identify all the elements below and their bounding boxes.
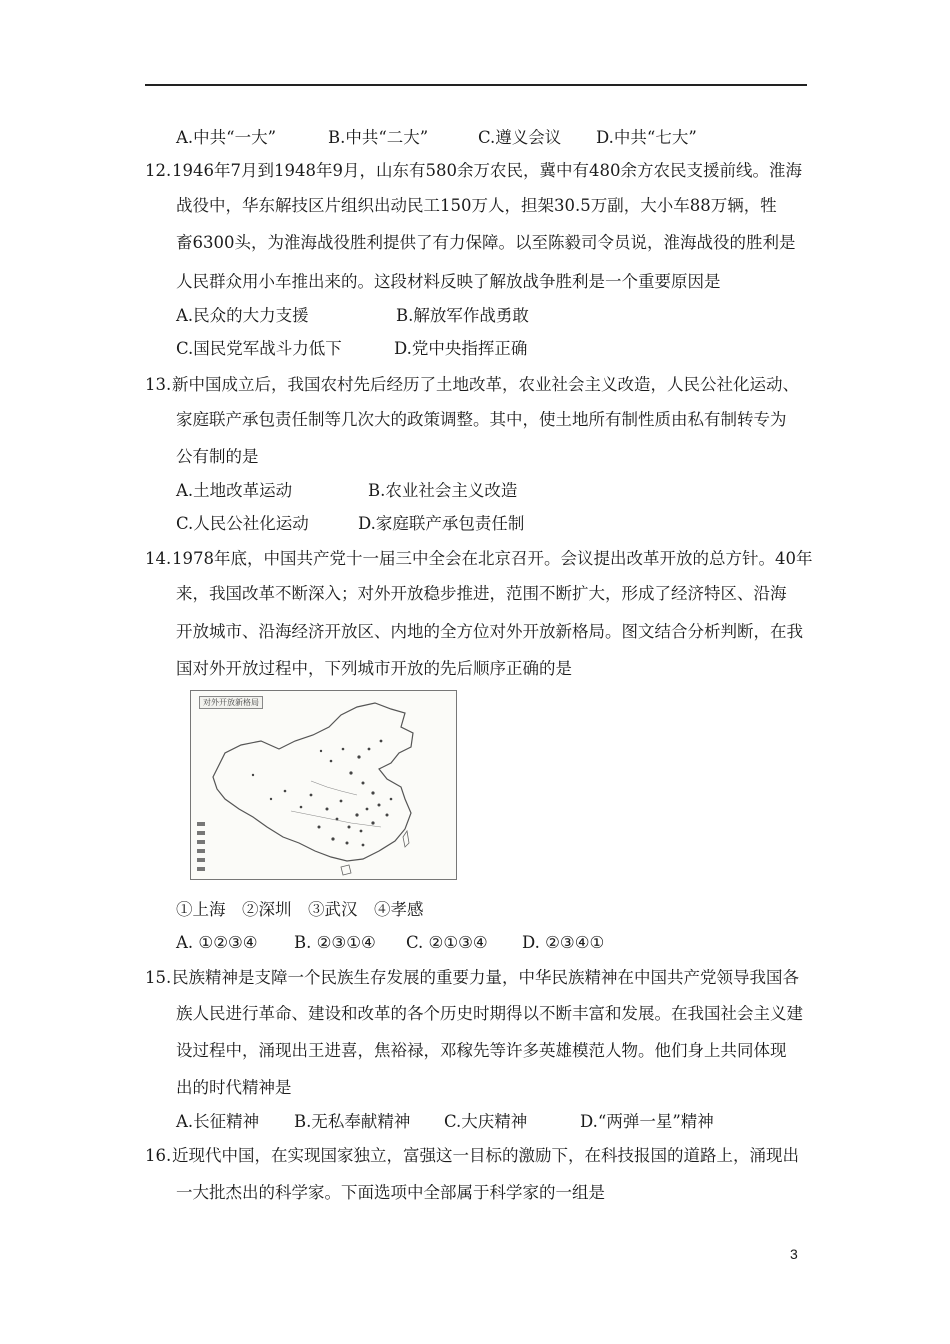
q12-stem-line: 1946年7月到1948年9月，山东有580余万农民，冀中有480余方农民支援前线。淮海 bbox=[172, 161, 802, 180]
q16-stem-line: 近现代中国，在实现国家独立，富强这一目标的激励下，在科技报国的道路上，涌现出 bbox=[172, 1146, 799, 1165]
q12-stem-line: 战役中，华东解技区片组织出动民工150万人，担架30.5万副，大小车88万辆，牲 bbox=[176, 196, 777, 215]
q12-number: 12. bbox=[145, 161, 172, 180]
q15-stem-line: 出的时代精神是 bbox=[176, 1078, 292, 1097]
q13-option-a: A.土地改革运动 bbox=[176, 481, 293, 500]
q15-stem-line: 民族精神是支障一个民族生存发展的重要力量，中华民族精神在中国共产党领导我国各 bbox=[172, 968, 799, 987]
q14-number: 14. bbox=[145, 549, 172, 568]
q13-stem-line: 新中国成立后，我国农村先后经历了土地改革，农业社会主义改造，人民公社化运动、 bbox=[172, 375, 799, 394]
q13-stem-line: 家庭联产承包责任制等几次大的政策调整。其中，使土地所有制性质由私有制转专为 bbox=[176, 410, 787, 429]
opening-up-map-figure bbox=[190, 690, 457, 880]
q16-stem-line: 一大批杰出的科学家。下面选项中全部属于科学家的一组是 bbox=[176, 1183, 605, 1202]
q14-option-c: C. ②①③④ bbox=[406, 933, 488, 952]
q11-option-d: D.中共“七大” bbox=[596, 128, 697, 147]
q14-option-b: B. ②③①④ bbox=[294, 933, 376, 952]
q13-option-c: C.人民公社化运动 bbox=[176, 514, 309, 533]
q14-option-d: D. ②③④① bbox=[522, 933, 605, 952]
q12-option-c: C.国民党军战斗力低下 bbox=[176, 339, 342, 358]
q11-option-c: C.遵义会议 bbox=[478, 128, 562, 147]
q14-option-a: A. ①②③④ bbox=[176, 933, 258, 952]
q12-option-d: D.党中央指挥正确 bbox=[394, 339, 528, 358]
q14-stem-line: 国对外开放过程中，下列城市开放的先后顺序正确的是 bbox=[176, 659, 572, 678]
q15-option-b: B.无私奉献精神 bbox=[294, 1112, 411, 1131]
q15-stem-line: 族人民进行革命、建设和改革的各个历史时期得以不断丰富和发展。在我国社会主义建 bbox=[176, 1004, 803, 1023]
q13-number: 13. bbox=[145, 375, 172, 394]
header-rule bbox=[145, 84, 807, 86]
q14-stem-line: 开放城市、沿海经济开放区、内地的全方位对外开放新格局。图文结合分析判断，在我 bbox=[176, 622, 803, 641]
q16-number: 16. bbox=[145, 1146, 172, 1165]
q13-option-d: D.家庭联产承包责任制 bbox=[358, 514, 525, 533]
q14-stem-line: 1978年底，中国共产党十一届三中全会在北京召开。会议提出改革开放的总方针。40年 bbox=[172, 549, 813, 568]
q11-option-b: B.中共“二大” bbox=[328, 128, 429, 147]
q15-option-d: D.“两弹一星”精神 bbox=[580, 1112, 714, 1131]
q14-stem-line: 来，我国改革不断深入；对外开放稳步推进，范围不断扩大，形成了经济特区、沿海 bbox=[176, 584, 787, 603]
q14-cities: ①上海 ②深圳 ③武汉 ④孝感 bbox=[176, 900, 424, 919]
q15-option-a: A.长征精神 bbox=[176, 1112, 260, 1131]
q15-option-c: C.大庆精神 bbox=[444, 1112, 528, 1131]
q13-option-b: B.农业社会主义改造 bbox=[368, 481, 518, 500]
q12-stem-line: 人民群众用小车推出来的。这段材料反映了解放战争胜利是一个重要原因是 bbox=[176, 272, 721, 291]
q12-option-b: B.解放军作战勇敢 bbox=[396, 306, 529, 325]
q15-number: 15. bbox=[145, 968, 172, 987]
map-title: 对外开放新格局 bbox=[199, 696, 263, 709]
q13-stem-line: 公有制的是 bbox=[176, 447, 259, 466]
q12-option-a: A.民众的大力支援 bbox=[176, 306, 309, 325]
q12-stem-line: 畜6300头，为淮海战役胜利提供了有力保障。以至陈毅司令员说，淮海战役的胜利是 bbox=[176, 233, 796, 252]
q11-option-a: A.中共“一大” bbox=[176, 128, 277, 147]
q15-stem-line: 设过程中，涌现出王进喜，焦裕禄，邓稼先等许多英雄模范人物。他们身上共同体现 bbox=[176, 1041, 787, 1060]
page-number: 3 bbox=[790, 1246, 798, 1262]
map-legend bbox=[197, 819, 247, 873]
